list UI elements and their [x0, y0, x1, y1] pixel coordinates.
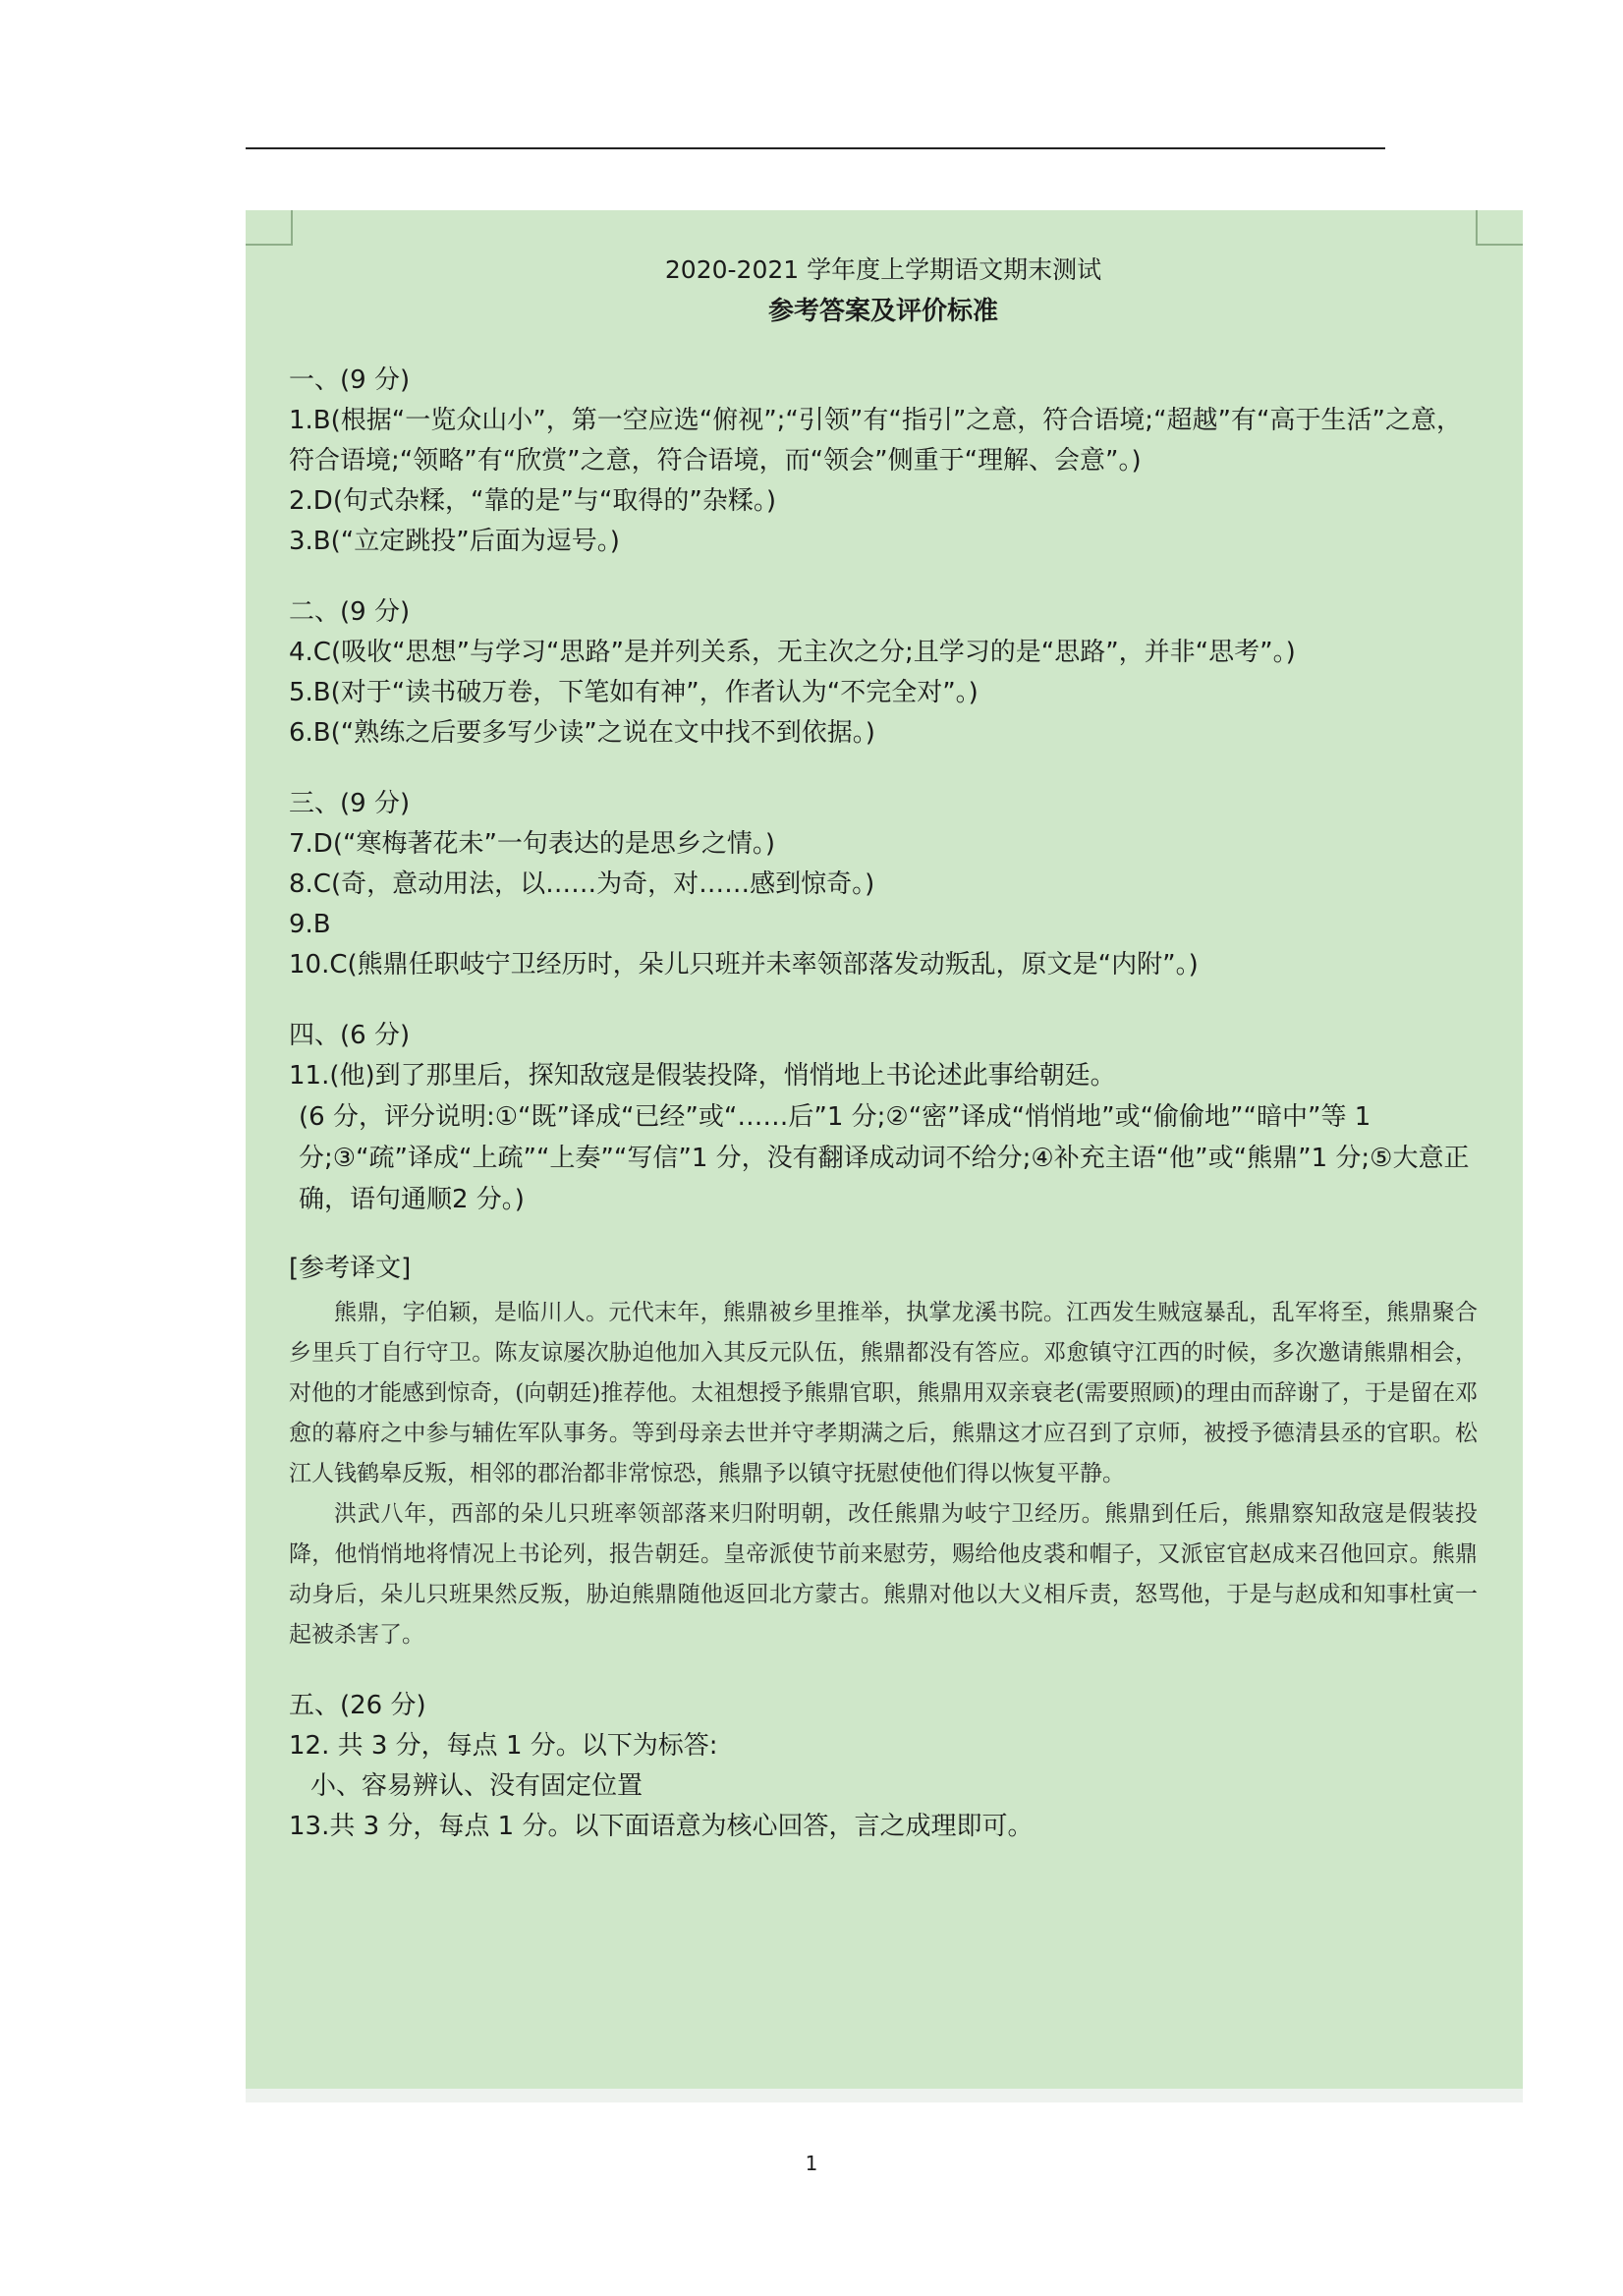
answer-item-12: 12. 共 3 分，每点 1 分。以下为标答: — [289, 1731, 718, 1761]
answer-item-1: 1.B(根据“一览众山小”，第一空应选“俯视”;“引领”有“指引”之意，符合语境;“超越”有“高于生活”之意，符合语境;“领略”有“欣赏”之意，符合语境，而“领会”侧重于“理解、会意”。) — [289, 406, 1462, 476]
answer-item-12-detail: 小、容易辨认、没有固定位置 — [310, 1771, 644, 1801]
translation-label: [参考译文] — [289, 1254, 412, 1283]
answer-item-9: 9.B — [289, 910, 331, 939]
answer-item-13: 13.共 3 分，每点 1 分。以下面语意为核心回答，言之成理即可。 — [289, 1812, 1034, 1841]
section-1 — [289, 360, 1478, 562]
answer-item-3: 3.B(“立定跳投”后面为逗号。) — [289, 527, 620, 556]
section-5 — [289, 1685, 1478, 1847]
section-4 — [289, 1015, 1478, 1655]
answer-item-6: 6.B(“熟练之后要多写少读”之说在文中找不到依据。) — [289, 718, 875, 748]
answer-item-4: 4.C(吸收“思想”与学习“思路”是并列关系，无主次之分;且学习的是“思路”，并非“思考”。) — [289, 638, 1296, 667]
section-heading: 四、(6 分) — [289, 1021, 411, 1050]
scoring-note: (6 分，评分说明:①“既”译成“已经”或“……后”1 分;②“密”译成“悄悄地”或“偷偷地”“暗中”等 1 分;③“疏”译成“上疏”“上奏”“写信”1 分，没有翻译成动词不给分;④补充主语“他”或“熊鼎”1 分;⑤大意正确，语句通顺2 分。) — [299, 1102, 1470, 1214]
page-number: 1 — [805, 2152, 818, 2175]
answer-item-11: 11.(他)到了那里后，探知敌寇是假装投降，悄悄地上书论述此事给朝廷。 — [289, 1061, 1116, 1091]
document-content — [289, 250, 1478, 1847]
answer-item-2: 2.D(句式杂糅，“靠的是”与“取得的”杂糅。) — [289, 486, 776, 516]
header-rule — [246, 147, 1385, 149]
corner-mark-left — [246, 210, 293, 246]
sheet-bottom-edge — [246, 2089, 1523, 2102]
answer-sheet — [246, 210, 1523, 2089]
translation-paragraph: 熊鼎，字伯颖，是临川人。元代末年，熊鼎被乡里推举，执掌龙溪书院。江西发生贼寇暴乱，乱军将至，熊鼎聚合乡里兵丁自行守卫。陈友谅屡次胁迫他加入其反元队伍，熊鼎都没有答应。邓愈镇守江西的时候，多次邀请熊鼎相会，对他的才能感到惊奇，(向朝廷)推荐他。太祖想授予熊鼎官职，熊鼎用双亲衰老(需要照顾)的理由而辞谢了，于是留在邓愈的幕府之中参与辅佐军队事务。等到母亲去世并守孝期满之后，熊鼎这才应召到了京师，被授予德清县丞的官职。松江人钱鹤皋反叛，相邻的郡治都非常惊恐，熊鼎予以镇守抚慰使他们得以恢复平静。 — [289, 1300, 1478, 1486]
section-2 — [289, 591, 1478, 754]
section-heading: 三、(9 分) — [289, 789, 411, 818]
translation-paragraph: 洪武八年，西部的朵儿只班率领部落来归附明朝，改任熊鼎为岐宁卫经历。熊鼎到任后，熊鼎察知敌寇是假装投降，他悄悄地将情况上书论列，报告朝廷。皇帝派使节前来慰劳，赐给他皮裘和帽子，又派宦官赵成来召他回京。熊鼎动身后，朵儿只班果然反叛，胁迫熊鼎随他返回北方蒙古。熊鼎对他以大义相斥责，怒骂他，于是与赵成和知事杜寅一起被杀害了。 — [289, 1501, 1478, 1648]
section-heading: 二、(9 分) — [289, 597, 411, 627]
section-3 — [289, 783, 1478, 985]
answer-item-5: 5.B(对于“读书破万卷，下笔如有神”，作者认为“不完全对”。) — [289, 678, 979, 707]
section-heading: 五、(26 分) — [289, 1691, 426, 1720]
answer-item-10: 10.C(熊鼎任职岐宁卫经历时，朵儿只班并未率领部落发动叛乱，原文是“内附”。) — [289, 950, 1199, 980]
document-title: 2020-2021 学年度上学期语文期末测试 — [664, 255, 1102, 284]
corner-mark-right — [1476, 210, 1523, 246]
document-subtitle: 参考答案及评价标准 — [767, 297, 998, 326]
section-heading: 一、(9 分) — [289, 365, 411, 395]
answer-item-8: 8.C(奇，意动用法，以……为奇，对……感到惊奇。) — [289, 869, 875, 899]
answer-item-7: 7.D(“寒梅著花未”一句表达的是思乡之情。) — [289, 829, 776, 859]
